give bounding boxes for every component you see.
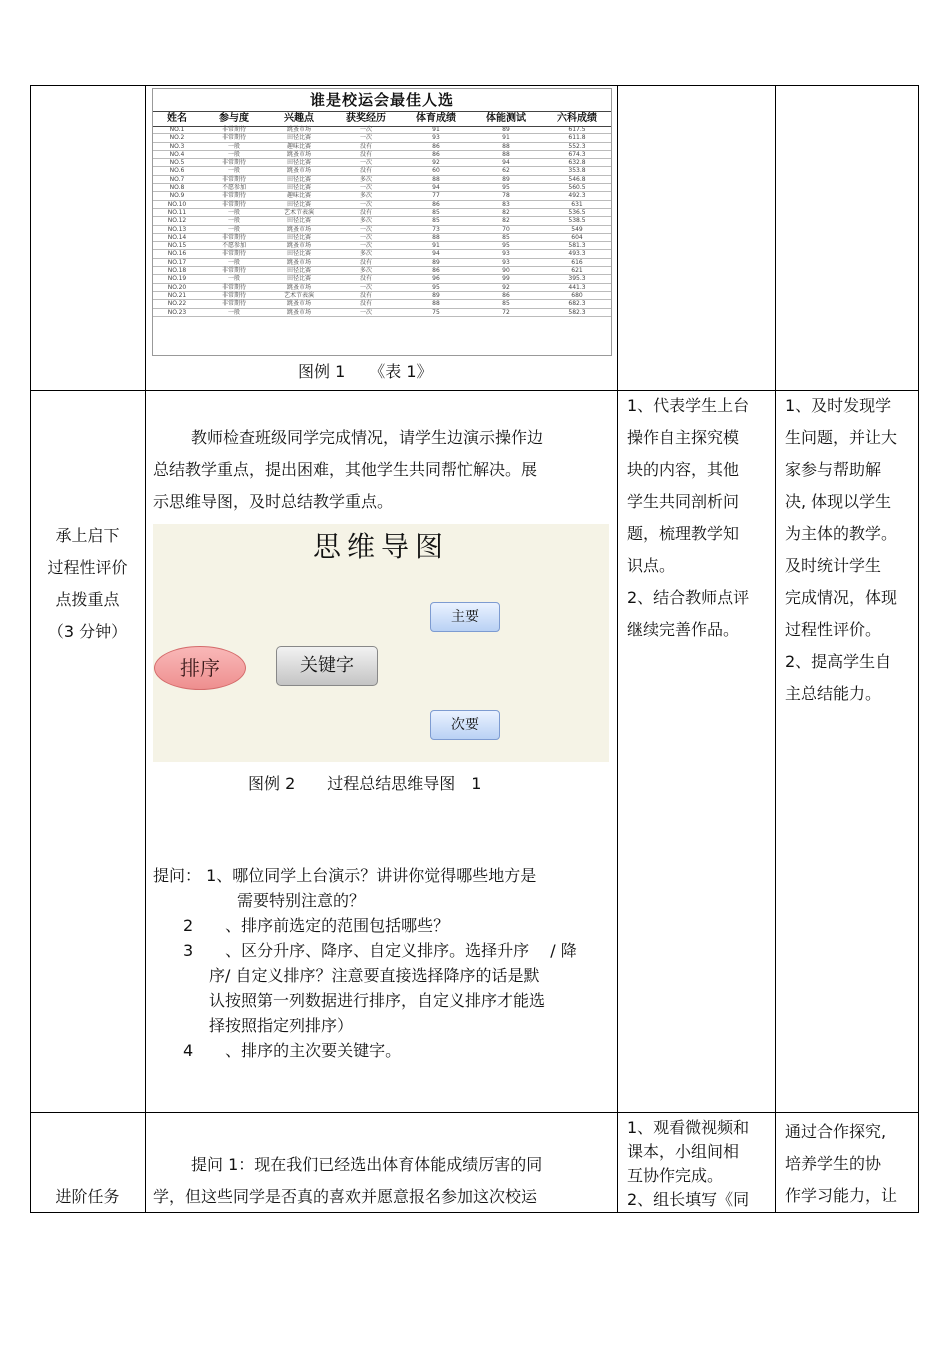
table-cell: 538.5 bbox=[568, 217, 586, 225]
score-table-header bbox=[153, 111, 611, 127]
table-cell: 田径比赛 bbox=[286, 275, 311, 283]
score-table-header-cell: 兴趣点 bbox=[284, 113, 314, 124]
table-cell: 617.5 bbox=[568, 126, 586, 133]
intent-line: 完成情况，体现 bbox=[785, 588, 898, 607]
table-row bbox=[153, 267, 611, 275]
table-cell: 682.3 bbox=[568, 300, 586, 308]
intent-line: 过程性评价。 bbox=[785, 620, 882, 639]
question-4: 4 、排序的主次要关键字。 bbox=[183, 1041, 402, 1060]
stage-line: 过程性评价 bbox=[47, 558, 128, 577]
table-cell: 田径比赛 bbox=[286, 159, 311, 167]
score-table-header-cell: 参与度 bbox=[219, 113, 249, 124]
score-table-header-cell: 六科成绩 bbox=[557, 113, 597, 124]
stage-line: 承上启下 bbox=[55, 526, 120, 545]
table-cell: NO.1 bbox=[169, 126, 185, 133]
table-cell: NO.9 bbox=[169, 192, 185, 200]
intent-line: 1、及时发现学 bbox=[785, 396, 892, 415]
score-table-header-cell: 获奖经历 bbox=[346, 113, 386, 124]
table-cell: 60 bbox=[432, 167, 440, 175]
table-cell: NO.4 bbox=[169, 150, 185, 158]
table-row-divider bbox=[30, 1112, 919, 1113]
question-3-cont: 序/ 自定义排序？注意要直接选择降序的话是默 bbox=[209, 966, 540, 985]
table-cell: 田径比赛 bbox=[286, 134, 311, 142]
table-cell: 艺术节表演 bbox=[283, 291, 314, 299]
table-cell: NO.17 bbox=[167, 258, 187, 266]
table-cell: NO.3 bbox=[169, 142, 185, 150]
table-cell: 一次 bbox=[359, 308, 372, 316]
table-cell: NO.12 bbox=[167, 217, 187, 225]
student-line: 题，梳理教学知 bbox=[627, 524, 740, 543]
table-cell: 83 bbox=[502, 200, 510, 208]
table-cell: 78 bbox=[502, 192, 510, 200]
student-line: 操作自主探究模 bbox=[627, 428, 740, 447]
table-row bbox=[153, 192, 611, 200]
table-cell: 非常期待 bbox=[221, 250, 246, 258]
table-cell: 441.3 bbox=[568, 283, 586, 291]
table-cell: 没有 bbox=[359, 258, 372, 266]
table-cell: NO.5 bbox=[169, 159, 185, 167]
table-row bbox=[153, 143, 611, 151]
table-cell: 88 bbox=[432, 175, 440, 183]
table-cell: NO.22 bbox=[167, 300, 187, 308]
table-cell: NO.16 bbox=[167, 250, 187, 258]
student-line: 课本，小组间相 bbox=[627, 1142, 740, 1161]
advanced-task-intro bbox=[153, 1149, 615, 1213]
table-cell: 跳蚤市场 bbox=[286, 300, 311, 308]
table-cell: 94 bbox=[432, 184, 440, 192]
intent-line: 主总结能力。 bbox=[785, 684, 882, 703]
intro-line: 学，但这些同学是否真的喜欢并愿意报名参加这次校运 bbox=[153, 1187, 538, 1206]
table-row bbox=[153, 151, 611, 159]
table-cell: 没有 bbox=[359, 167, 372, 175]
table-cell: 96 bbox=[432, 275, 440, 283]
table-border-left bbox=[30, 85, 31, 1213]
table-row bbox=[153, 234, 611, 242]
table-cell: 86 bbox=[432, 267, 440, 275]
table-cell: 艺术节表演 bbox=[283, 208, 314, 216]
table-cell: NO.10 bbox=[167, 200, 187, 208]
table-cell: 没有 bbox=[359, 208, 372, 216]
mind-map-sort-node: 排序 bbox=[154, 646, 246, 690]
table-cell: 93 bbox=[502, 258, 510, 266]
table-cell: 一次 bbox=[359, 233, 372, 241]
table-cell: 611.8 bbox=[568, 134, 586, 142]
table-cell: 549 bbox=[571, 225, 583, 233]
table-cell: 一次 bbox=[359, 283, 372, 291]
table-cell: 一次 bbox=[359, 225, 372, 233]
table-cell: 536.5 bbox=[568, 208, 586, 216]
figure-1-caption: 图例 1 《表 1》 bbox=[298, 362, 433, 381]
intent-line: 生问题，并让大 bbox=[785, 428, 898, 447]
table-cell: 非常期待 bbox=[221, 159, 246, 167]
table-cell: 田径比赛 bbox=[286, 233, 311, 241]
student-line: 块的内容，其他 bbox=[627, 460, 740, 479]
table-cell: 田径比赛 bbox=[286, 217, 311, 225]
table-cell: 93 bbox=[432, 134, 440, 142]
intent-line: 2、提高学生自 bbox=[785, 652, 892, 671]
table-row bbox=[153, 300, 611, 308]
table-cell: 62 bbox=[502, 167, 510, 175]
table-cell: 跳蚤市场 bbox=[286, 283, 311, 291]
table-cell: 田径比赛 bbox=[286, 250, 311, 258]
table-cell: 90 bbox=[502, 267, 510, 275]
table-cell: 一般 bbox=[227, 150, 240, 158]
question-3-cont: 认按照第一列数据进行排序，自定义排序才能选 bbox=[209, 991, 546, 1010]
table-cell: 多次 bbox=[359, 250, 372, 258]
questions-block bbox=[153, 863, 615, 1063]
table-cell: 82 bbox=[502, 217, 510, 225]
table-cell: 88 bbox=[432, 300, 440, 308]
table-cell: NO.8 bbox=[169, 184, 185, 192]
table-cell: 89 bbox=[432, 291, 440, 299]
table-cell: NO.15 bbox=[167, 242, 187, 250]
table-cell: 560.5 bbox=[568, 184, 586, 192]
table-cell: 非常期待 bbox=[221, 134, 246, 142]
table-cell: 92 bbox=[502, 283, 510, 291]
table-cell: 492.3 bbox=[568, 192, 586, 200]
table-cell: 70 bbox=[502, 225, 510, 233]
table-row bbox=[153, 201, 611, 209]
student-activity bbox=[627, 390, 772, 646]
table-cell: 353.8 bbox=[568, 167, 586, 175]
table-row bbox=[153, 167, 611, 175]
mind-map-secondary-node: 次要 bbox=[430, 710, 500, 740]
table-cell: 72 bbox=[502, 308, 510, 316]
student-line: 识点。 bbox=[627, 556, 676, 575]
table-cell: 跳蚤市场 bbox=[286, 225, 311, 233]
table-cell: 非常期待 bbox=[221, 283, 246, 291]
table-cell: 85 bbox=[432, 208, 440, 216]
table-cell: 趣味比赛 bbox=[286, 142, 311, 150]
table-cell: 非常期待 bbox=[221, 291, 246, 299]
table-cell: 99 bbox=[502, 275, 510, 283]
intent-line: 及时统计学生 bbox=[785, 556, 882, 575]
design-intent bbox=[785, 390, 917, 710]
table-row bbox=[153, 259, 611, 267]
score-table-header-cell: 体育成绩 bbox=[416, 113, 456, 124]
table-cell: NO.7 bbox=[169, 175, 185, 183]
table-cell: 非常期待 bbox=[221, 200, 246, 208]
table-row bbox=[153, 275, 611, 283]
table-cell: 95 bbox=[502, 184, 510, 192]
table-cell: NO.20 bbox=[167, 283, 187, 291]
table-cell: 跳蚤市场 bbox=[286, 167, 311, 175]
table-cell: 85 bbox=[432, 217, 440, 225]
table-cell: 674.3 bbox=[568, 150, 586, 158]
student-line: 2、结合教师点评 bbox=[627, 588, 750, 607]
table-col-divider bbox=[775, 85, 776, 1213]
table-cell: 89 bbox=[502, 126, 510, 133]
table-cell: 93 bbox=[502, 250, 510, 258]
table-cell: 没有 bbox=[359, 150, 372, 158]
table-cell: 680 bbox=[571, 291, 583, 299]
table-cell: 跳蚤市场 bbox=[286, 308, 311, 316]
intro-line: 提问 1：现在我们已经选出体育体能成绩厉害的同 bbox=[191, 1155, 543, 1174]
intro-line: 总结教学重点，提出困难，其他学生共同帮忙解决。展 bbox=[153, 460, 538, 479]
table-cell: NO.23 bbox=[167, 308, 187, 316]
table-cell: 88 bbox=[502, 142, 510, 150]
table-cell: 一般 bbox=[227, 275, 240, 283]
table-border-top bbox=[30, 85, 919, 86]
table-cell: NO.11 bbox=[167, 208, 187, 216]
student-line: 2、组长填写《同 bbox=[627, 1190, 750, 1209]
student-line: 1、观看微视频和 bbox=[627, 1118, 750, 1137]
table-cell: NO.18 bbox=[167, 267, 187, 275]
stage-label bbox=[30, 520, 145, 648]
table-cell: 85 bbox=[502, 300, 510, 308]
table-col-divider bbox=[145, 85, 146, 1213]
table-cell: 田径比赛 bbox=[286, 184, 311, 192]
table-cell: 395.3 bbox=[568, 275, 586, 283]
question-2: 2 、排序前选定的范围包括哪些？ bbox=[183, 916, 450, 935]
table-cell: 86 bbox=[432, 142, 440, 150]
table-cell: 73 bbox=[432, 225, 440, 233]
question-3-cont: 择按照指定列排序） bbox=[209, 1016, 354, 1035]
table-cell: 多次 bbox=[359, 217, 372, 225]
table-cell: 91 bbox=[432, 242, 440, 250]
table-cell: 田径比赛 bbox=[286, 267, 311, 275]
table-row bbox=[153, 284, 611, 292]
table-row bbox=[153, 209, 611, 217]
stage-line: （3 分钟） bbox=[47, 622, 128, 641]
table-cell: 89 bbox=[502, 175, 510, 183]
table-cell: 跳蚤市场 bbox=[286, 150, 311, 158]
student-line: 继续完善作品。 bbox=[627, 620, 740, 639]
table-cell: 不愿参加 bbox=[221, 242, 246, 250]
table-border-right bbox=[918, 85, 919, 1213]
table-cell: 75 bbox=[432, 308, 440, 316]
table-row bbox=[153, 159, 611, 167]
table-cell: 632.8 bbox=[568, 159, 586, 167]
table-cell: 多次 bbox=[359, 175, 372, 183]
student-line: 学生共同剖析问 bbox=[627, 492, 740, 511]
mind-map-title: 思维导图 bbox=[312, 530, 449, 563]
question-1: 提问： 1、哪位同学上台演示？讲讲你觉得哪些地方是 bbox=[153, 866, 537, 885]
table-cell: 跳蚤市场 bbox=[286, 258, 311, 266]
table-cell: 跳蚤市场 bbox=[286, 126, 311, 133]
table-cell: 一次 bbox=[359, 126, 372, 133]
stage-label-advanced: 进阶任务 bbox=[55, 1187, 120, 1206]
table-cell: 一次 bbox=[359, 242, 372, 250]
table-cell: 95 bbox=[502, 242, 510, 250]
intro-line: 教师检查班级同学完成情况，请学生边演示操作边 bbox=[191, 428, 544, 447]
table-cell: 88 bbox=[432, 233, 440, 241]
table-cell: 94 bbox=[502, 159, 510, 167]
table-cell: 88 bbox=[502, 150, 510, 158]
intent-line: 为主体的教学。 bbox=[785, 524, 898, 543]
table-cell: 86 bbox=[502, 291, 510, 299]
table-cell: 493.3 bbox=[568, 250, 586, 258]
table-cell: 581.3 bbox=[568, 242, 586, 250]
table-row bbox=[153, 176, 611, 184]
table-cell: 田径比赛 bbox=[286, 175, 311, 183]
table-row bbox=[153, 309, 611, 317]
table-cell: 不愿参加 bbox=[221, 184, 246, 192]
table-cell: 582.3 bbox=[568, 308, 586, 316]
table-row bbox=[153, 226, 611, 234]
table-cell: 82 bbox=[502, 208, 510, 216]
table-cell: 604 bbox=[571, 233, 583, 241]
table-cell: 85 bbox=[502, 233, 510, 241]
table-cell: 田径比赛 bbox=[286, 200, 311, 208]
table-cell: 非常期待 bbox=[221, 126, 246, 133]
table-cell: NO.21 bbox=[167, 291, 187, 299]
mind-map-primary-node: 主要 bbox=[430, 602, 500, 632]
table-cell: 一般 bbox=[227, 308, 240, 316]
student-line: 1、代表学生上台 bbox=[627, 396, 750, 415]
student-line: 互协作完成。 bbox=[627, 1166, 724, 1185]
table-cell: 631 bbox=[571, 200, 583, 208]
table-cell: 一般 bbox=[227, 225, 240, 233]
table-cell: 91 bbox=[432, 126, 440, 133]
table-cell: 86 bbox=[432, 200, 440, 208]
table-cell: 一般 bbox=[227, 142, 240, 150]
table-cell: 一般 bbox=[227, 208, 240, 216]
student-activity-advanced bbox=[627, 1116, 772, 1212]
table-cell: 一次 bbox=[359, 200, 372, 208]
mind-map-image bbox=[153, 524, 609, 762]
table-row bbox=[153, 250, 611, 258]
mind-map-keyword-node: 关键字 bbox=[276, 646, 378, 686]
table-cell: 一次 bbox=[359, 159, 372, 167]
table-row bbox=[153, 217, 611, 225]
table-cell: 多次 bbox=[359, 192, 372, 200]
table-cell: 一般 bbox=[227, 258, 240, 266]
teacher-activity-intro bbox=[153, 422, 613, 518]
table-cell: 621 bbox=[571, 267, 583, 275]
table-cell: 非常期待 bbox=[221, 233, 246, 241]
table-cell: 77 bbox=[432, 192, 440, 200]
question-1-cont: 需要特别注意的？ bbox=[237, 891, 366, 910]
intro-line: 示思维导图，及时总结教学重点。 bbox=[153, 492, 394, 511]
table-cell: 552.3 bbox=[568, 142, 586, 150]
table-cell: NO.6 bbox=[169, 167, 185, 175]
table-cell: NO.14 bbox=[167, 233, 187, 241]
score-table-body bbox=[153, 126, 611, 317]
stage-line: 点拨重点 bbox=[55, 590, 120, 609]
intent-line: 决, 体现以学生 bbox=[785, 492, 892, 511]
table-row bbox=[153, 292, 611, 300]
table-cell: NO.13 bbox=[167, 225, 187, 233]
intent-line: 培养学生的协 bbox=[785, 1154, 882, 1173]
question-3: 3 、区分升序、降序、自定义排序。选择升序 / 降 bbox=[183, 941, 577, 960]
table-cell: 一次 bbox=[359, 184, 372, 192]
table-cell: 92 bbox=[432, 159, 440, 167]
table-cell: 非常期待 bbox=[221, 192, 246, 200]
table-cell: 一般 bbox=[227, 167, 240, 175]
table-cell: 没有 bbox=[359, 142, 372, 150]
table-cell: 没有 bbox=[359, 275, 372, 283]
table-cell: 一般 bbox=[227, 217, 240, 225]
table-cell: 没有 bbox=[359, 300, 372, 308]
figure-2-caption: 图例 2 过程总结思维导图 1 bbox=[248, 774, 482, 793]
table-cell: 89 bbox=[432, 258, 440, 266]
table-cell: 一次 bbox=[359, 134, 372, 142]
table-cell: NO.2 bbox=[169, 134, 185, 142]
intent-line: 作学习能力，让 bbox=[785, 1186, 898, 1205]
score-table-header-cell: 体能测试 bbox=[486, 113, 526, 124]
table-cell: 非常期待 bbox=[221, 300, 246, 308]
score-table-title: 谁是校运会最佳人选 bbox=[309, 91, 454, 109]
table-cell: 546.8 bbox=[568, 175, 586, 183]
table-cell: 616 bbox=[571, 258, 583, 266]
intent-line: 通过合作探究, bbox=[785, 1122, 887, 1141]
table-cell: 多次 bbox=[359, 267, 372, 275]
table-cell: 跳蚤市场 bbox=[286, 242, 311, 250]
score-table-image bbox=[152, 88, 612, 356]
table-cell: 91 bbox=[502, 134, 510, 142]
table-row bbox=[153, 134, 611, 142]
intent-line: 家参与帮助解 bbox=[785, 460, 882, 479]
table-col-divider bbox=[617, 85, 618, 1213]
table-cell: NO.19 bbox=[167, 275, 187, 283]
table-cell: 趣味比赛 bbox=[286, 192, 311, 200]
table-cell: 没有 bbox=[359, 291, 372, 299]
design-intent-advanced bbox=[785, 1116, 917, 1212]
table-cell: 94 bbox=[432, 250, 440, 258]
table-cell: 86 bbox=[432, 150, 440, 158]
table-cell: 非常期待 bbox=[221, 175, 246, 183]
table-cell: 95 bbox=[432, 283, 440, 291]
score-table-header-cell: 姓名 bbox=[167, 113, 187, 124]
table-cell: 非常期待 bbox=[221, 267, 246, 275]
